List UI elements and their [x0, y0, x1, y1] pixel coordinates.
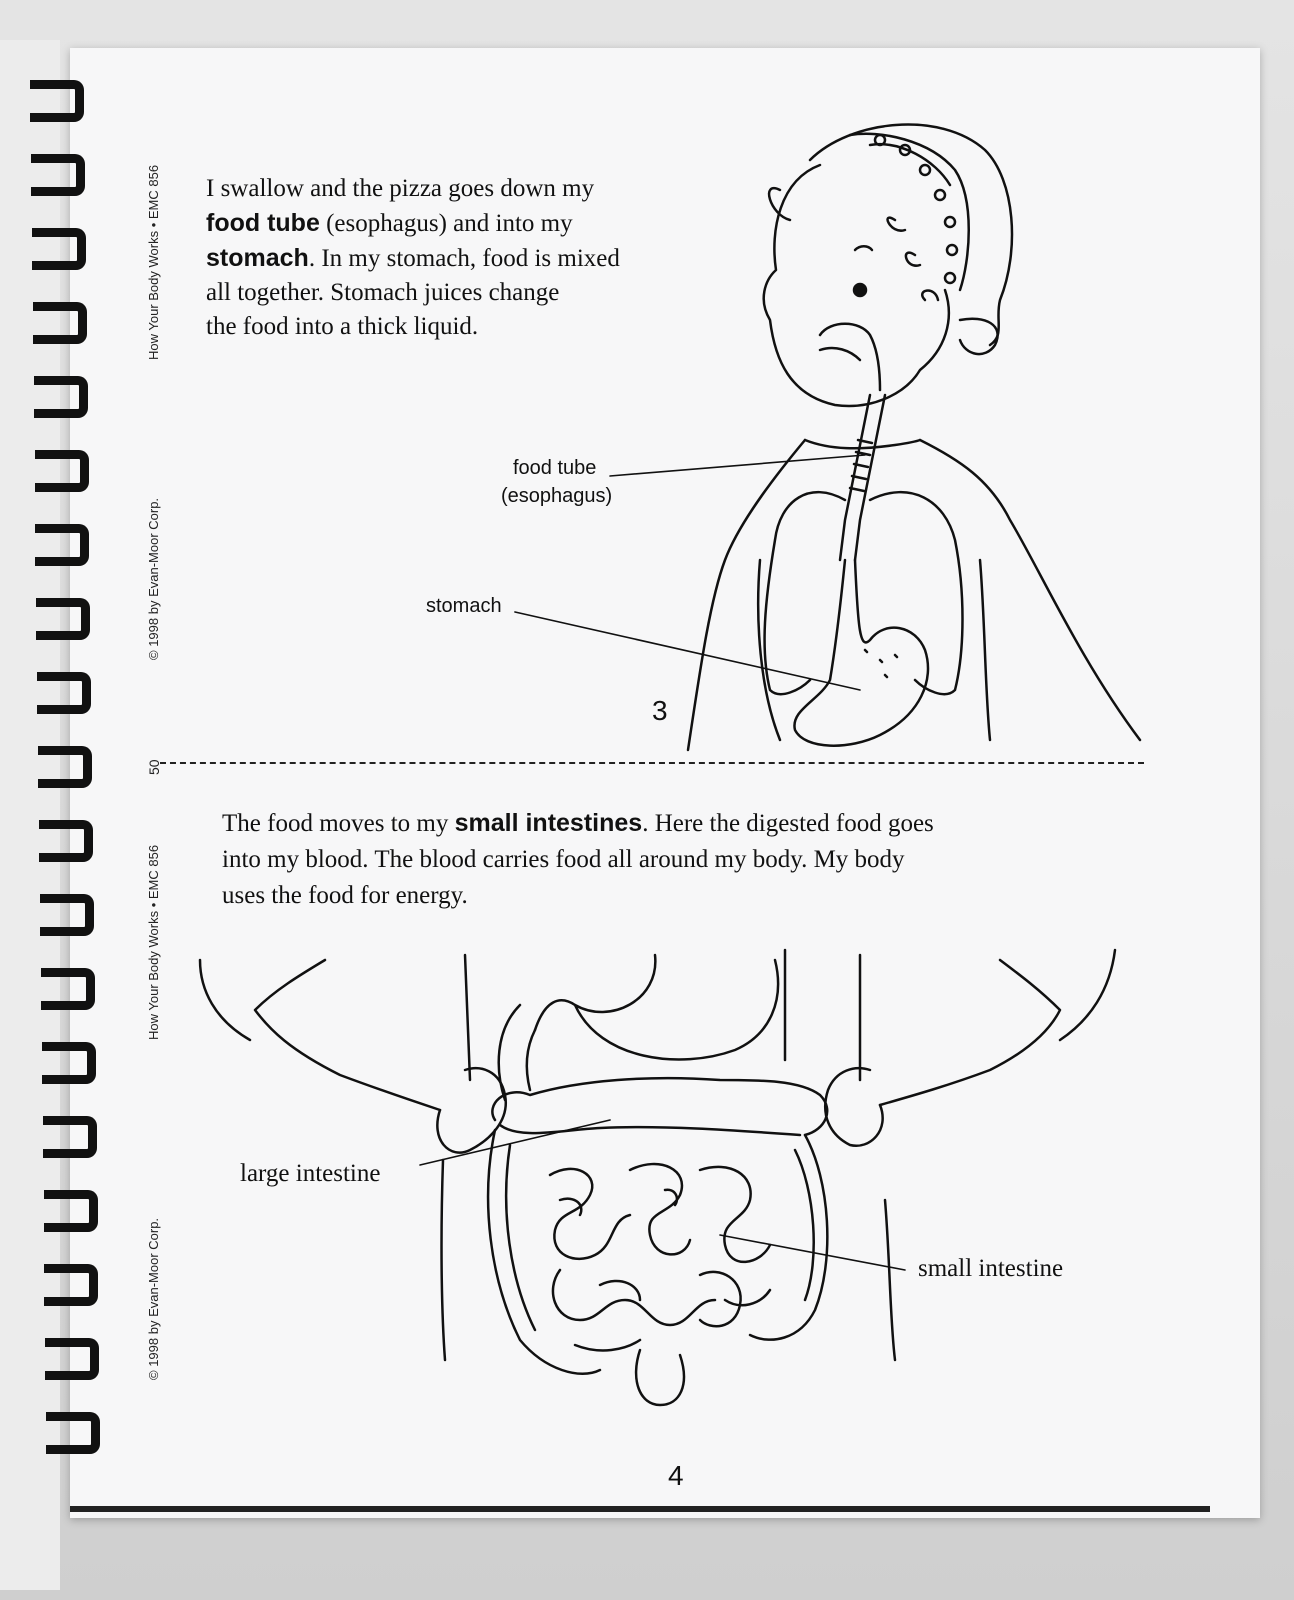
- page-number-3: 3: [652, 695, 668, 726]
- spine-title-top: How Your Body Works • EMC 856: [146, 164, 161, 360]
- leader-stomach: [515, 612, 860, 690]
- spine-title-bottom: How Your Body Works • EMC 856: [146, 844, 161, 1040]
- label-stomach: stomach: [426, 595, 502, 617]
- leader-food-tube: [610, 455, 865, 476]
- panel3-line4: all together. Stomach juices change: [206, 279, 560, 306]
- panel4-line1-rest: . Here the digested food goes: [642, 810, 934, 837]
- term-stomach: stomach: [206, 244, 309, 272]
- panel3-line5: the food into a thick liquid.: [206, 313, 479, 340]
- leader-large-intestine: [420, 1120, 610, 1165]
- panel3-line1: I swallow and the pizza goes down my: [206, 175, 595, 202]
- label-esophagus: (esophagus): [501, 485, 613, 507]
- page-number-4: 4: [668, 1460, 684, 1491]
- label-food-tube: food tube: [513, 457, 597, 479]
- spine-copyright-top: © 1998 by Evan-Moor Corp.: [146, 497, 161, 660]
- intestines-illustration: [200, 950, 1115, 1405]
- panel3-line3-rest: . In my stomach, food is mixed: [308, 245, 620, 272]
- panel3-line2-rest: (esophagus) and into my: [319, 210, 573, 237]
- girl-illustration: [688, 125, 1140, 750]
- panel4-line3: uses the food for energy.: [222, 882, 468, 909]
- panel4-line1-start: The food moves to my: [222, 810, 455, 837]
- term-food-tube: food tube: [206, 209, 320, 237]
- panel4-line2: into my blood. The blood carries food all around my body. My body: [222, 846, 905, 873]
- label-small-intestine: small intestine: [918, 1255, 1064, 1282]
- term-small-intestines: small intestines: [454, 809, 643, 837]
- label-large-intestine: large intestine: [240, 1160, 381, 1187]
- spine-copyright-bottom: © 1998 by Evan-Moor Corp.: [146, 1217, 161, 1380]
- spine-page-number: 50: [146, 759, 162, 775]
